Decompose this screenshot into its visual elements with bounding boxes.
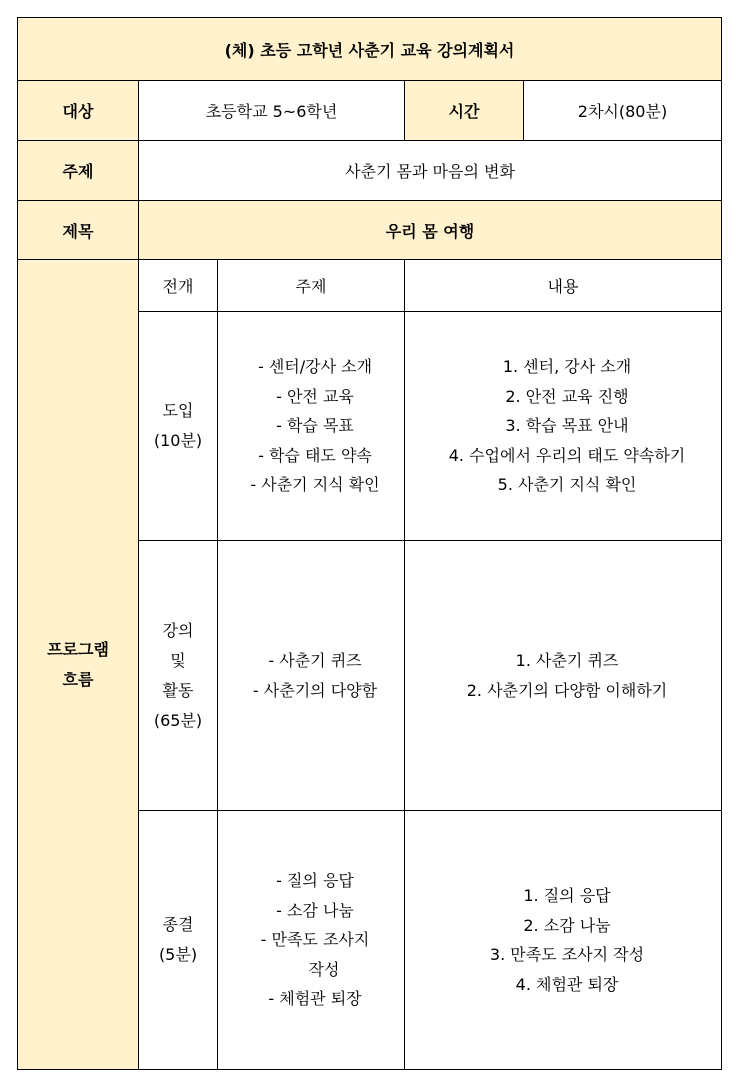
header-content: 내용 [405, 260, 722, 312]
program-header-row [18, 260, 722, 312]
program-flow-label-line1: 프로그램 [47, 639, 109, 659]
topics-intro [218, 312, 405, 541]
stage-lecture [139, 541, 218, 811]
time-value: 2차시(80분) [524, 81, 722, 141]
topics-closing [218, 811, 405, 1070]
list-item: 3. 만족도 조사지 작성 [489, 945, 645, 964]
stage-closing [139, 811, 218, 1070]
contents-closing [405, 811, 722, 1070]
list-item: 1. 센터, 강사 소개 [502, 357, 632, 377]
header-topic: 주제 [218, 260, 405, 312]
title-row [18, 18, 722, 81]
lesson-plan-table [17, 17, 722, 1070]
list-item: - 안전 교육 [276, 386, 354, 406]
program-flow-label-line2: 흐름 [62, 669, 94, 689]
stage-lecture-line3: 활동 [162, 680, 194, 700]
time-label: 시간 [405, 81, 524, 141]
document-title: (체) 초등 고학년 사춘기 교육 강의계획서 [18, 18, 722, 81]
list-item: - 학습 목표 [276, 416, 354, 436]
list-item: 2. 안전 교육 진행 [505, 386, 629, 406]
list-item: 4. 체험관 퇴장 [515, 974, 619, 994]
theme-label: 주제 [18, 141, 139, 201]
contents-intro [405, 312, 722, 541]
topics-lecture [218, 541, 405, 811]
stage-closing-time: (5분) [158, 945, 198, 964]
list-item: 5. 사춘기 지식 확인 [497, 475, 637, 495]
stage-intro-name: 도입 [162, 401, 194, 420]
theme-row [18, 141, 722, 201]
list-item: 3. 학습 목표 안내 [505, 416, 629, 436]
subject-value: 우리 몸 여행 [139, 201, 722, 260]
stage-lecture-line2: 및 [170, 650, 186, 670]
list-item: 2. 사춘기의 다양함 이해하기 [466, 680, 668, 700]
list-item: 4. 수업에서 우리의 태도 약속하기 [448, 445, 686, 465]
subject-label: 제목 [18, 201, 139, 260]
list-item: 1. 질의 응답 [523, 886, 611, 905]
contents-lecture [405, 541, 722, 811]
list-item: - 사춘기 지식 확인 [250, 475, 380, 495]
list-item: - 센터/강사 소개 [257, 357, 373, 377]
list-item: - 사춘기 퀴즈 [268, 651, 362, 670]
list-item: - 소감 나눔 [276, 900, 354, 920]
subject-row [18, 201, 722, 260]
target-value: 초등학교 5~6학년 [139, 81, 405, 141]
stage-intro-time: (10분) [153, 431, 203, 450]
list-item: - 질의 응답 [276, 871, 354, 891]
list-item: - 만족도 조사지 [260, 930, 370, 950]
list-item: - 체험관 퇴장 [268, 989, 362, 1009]
target-time-row [18, 81, 722, 141]
list-item-continuation: 작성 [308, 959, 340, 979]
stage-intro [139, 312, 218, 541]
list-item: - 사춘기의 다양함 [252, 680, 378, 700]
program-flow-label [18, 260, 139, 1070]
stage-closing-name: 종결 [162, 915, 194, 934]
stage-lecture-line1: 강의 [162, 620, 194, 640]
stage-lecture-time: (65분) [153, 710, 203, 730]
target-label: 대상 [18, 81, 139, 141]
theme-value: 사춘기 몸과 마음의 변화 [139, 141, 722, 201]
header-stage: 전개 [139, 260, 218, 312]
list-item: - 학습 태도 약속 [258, 445, 372, 465]
list-item: 1. 사춘기 퀴즈 [515, 651, 619, 670]
list-item: 2. 소감 나눔 [523, 915, 611, 935]
